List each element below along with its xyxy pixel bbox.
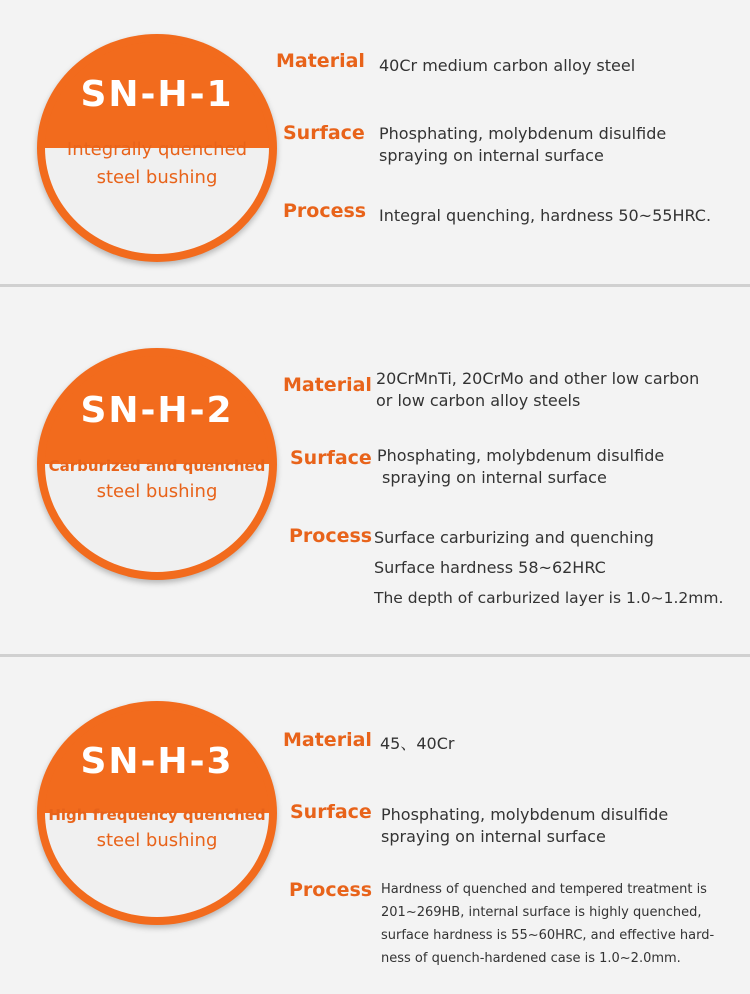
surface-value-line2: spraying on internal surface — [381, 827, 606, 846]
material-label: Material — [283, 729, 372, 751]
material-value: 45、40Cr — [380, 734, 455, 753]
product-code: SN-H-1 — [80, 74, 234, 115]
product-panel-1 — [0, 0, 750, 284]
process-value-line3: surface hardness is 55~60HRC, and effective hard- — [381, 928, 715, 943]
product-name-line2: steel bushing — [96, 830, 218, 851]
process-value-line1: Hardness of quenched and tempered treatment is — [381, 882, 707, 897]
process-value-line1: Integral quenching, hardness 50~55HRC. — [379, 206, 712, 225]
surface-value-line1: Phosphating, molybdenum disulfide — [379, 124, 667, 143]
process-value-line1: Surface carburizing and quenching — [374, 528, 654, 547]
material-value: 40Cr medium carbon alloy steel — [379, 56, 636, 75]
process-label: Process — [289, 879, 373, 901]
process-value-line4: ness of quench-hardened case is 1.0~2.0mm. — [381, 951, 681, 966]
product-code: SN-H-2 — [80, 390, 234, 431]
product-badge-2 — [37, 348, 277, 580]
process-value-line3: The depth of carburized layer is 1.0~1.2mm. — [374, 589, 724, 607]
process-label: Process — [289, 525, 373, 547]
product-name-line2: steel bushing — [96, 481, 218, 502]
material-value-line2: or low carbon alloy steels — [376, 391, 581, 410]
material-label: Material — [283, 374, 372, 396]
product-panel-2 — [0, 287, 750, 654]
material-value-line1: 20CrMnTi, 20CrMo and other low carbon — [376, 369, 700, 388]
process-value-line2: 201~269HB, internal surface is highly quenched, — [381, 905, 702, 920]
product-badge-1 — [37, 34, 277, 262]
surface-label: Surface — [290, 801, 372, 823]
product-name-line1: High frequency quenched — [48, 806, 266, 824]
product-name-line1: Integrally quenched — [66, 139, 248, 160]
product-code: SN-H-3 — [80, 741, 234, 782]
process-value-line2: Surface hardness 58~62HRC — [374, 558, 606, 577]
product-panel-3 — [0, 657, 750, 994]
material-label: Material — [276, 50, 365, 72]
surface-value-line1: Phosphating, molybdenum disulfide — [381, 805, 669, 824]
surface-value-line2: spraying on internal surface — [379, 146, 604, 165]
process-label: Process — [283, 200, 367, 222]
surface-value-line1: Phosphating, molybdenum disulfide — [377, 446, 665, 465]
product-badge-3 — [37, 701, 277, 925]
surface-value-line2: spraying on internal surface — [382, 468, 607, 487]
product-name-line2: steel bushing — [96, 167, 218, 188]
surface-label: Surface — [290, 447, 372, 469]
product-name-line1: Carburized and quenched — [48, 457, 266, 475]
surface-label: Surface — [283, 122, 365, 144]
